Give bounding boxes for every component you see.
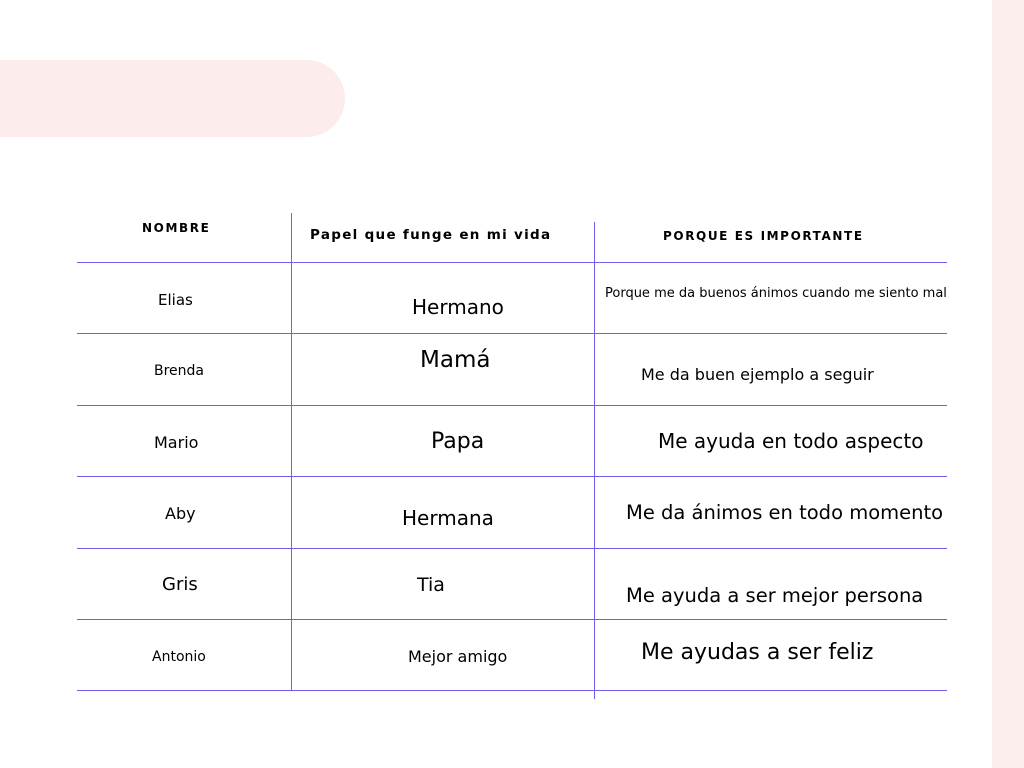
table-divider-row-4 [77, 548, 947, 549]
cell-porque-brenda: Me da buen ejemplo a seguir [641, 365, 874, 384]
table-column-divider-1 [291, 213, 292, 691]
cell-papel-mario: Papa [431, 429, 485, 454]
decorative-pill-shape [0, 60, 345, 137]
cell-nombre-mario: Mario [154, 433, 199, 452]
header-porque: PORQUE ES IMPORTANTE [663, 229, 864, 243]
header-papel: Papel que funge en mi vida [310, 227, 552, 243]
header-nombre: NOMBRE [142, 221, 211, 235]
cell-nombre-gris: Gris [162, 574, 198, 595]
decorative-right-strip [992, 0, 1024, 768]
cell-papel-gris: Tia [417, 574, 445, 596]
cell-nombre-brenda: Brenda [154, 363, 205, 379]
table-divider-row-2 [77, 405, 947, 406]
table-divider-row-3 [77, 476, 947, 477]
cell-papel-antonio: Mejor amigo [408, 647, 508, 666]
cell-papel-elias: Hermano [412, 295, 504, 319]
table-divider-row-5 [77, 619, 947, 620]
cell-papel-brenda: Mamá [420, 347, 491, 373]
table-column-divider-2 [594, 222, 595, 699]
cell-nombre-aby: Aby [165, 504, 196, 523]
cell-porque-elias: Porque me da buenos ánimos cuando me siento mal [605, 286, 947, 301]
cell-nombre-antonio: Antonio [152, 649, 206, 665]
cell-nombre-elias: Elias [158, 291, 193, 309]
cell-porque-gris: Me ayuda a ser mejor persona [626, 584, 924, 607]
cell-papel-aby: Hermana [402, 506, 494, 530]
cell-porque-aby: Me da ánimos en todo momento [626, 501, 944, 524]
cell-porque-mario: Me ayuda en todo aspecto [658, 429, 924, 453]
table-divider-header [77, 262, 947, 263]
table-divider-bottom [77, 690, 947, 691]
cell-porque-antonio: Me ayudas a ser feliz [641, 640, 874, 665]
table-divider-row-1 [77, 333, 947, 334]
